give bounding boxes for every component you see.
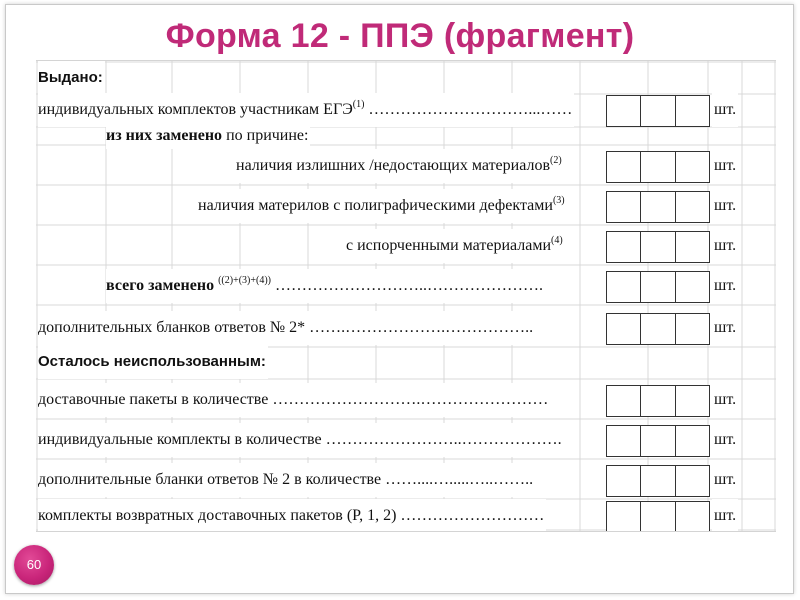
unit-label: шт.	[712, 93, 738, 127]
count-input-boxes[interactable]	[606, 271, 710, 303]
row-label: с испорченными материалами$^{(4)}$	[342, 229, 563, 263]
unit-label: шт.	[712, 383, 738, 417]
count-input-boxes[interactable]	[606, 191, 710, 223]
form-row-return-packets	[36, 499, 776, 532]
form-row-remaining-answer-sheets	[36, 463, 776, 497]
count-input-boxes[interactable]	[606, 385, 710, 417]
row-label: наличия излишних /недостающих материалов$^{(2)}$	[232, 149, 562, 183]
form-row-printing-defects	[36, 189, 776, 223]
slide-number-badge: 60	[14, 545, 54, 585]
count-input-boxes[interactable]	[606, 465, 710, 497]
form-row-total-replaced	[36, 269, 776, 303]
unit-label: шт.	[712, 463, 738, 497]
form-row-individual-kits	[36, 93, 776, 127]
row-label: комплекты возвратных доставочных пакетов (Р, 1, 2) ………………………	[38, 499, 546, 532]
issued-header-row	[36, 61, 776, 95]
unit-label: шт.	[712, 311, 738, 345]
form-row-extra-answer-sheets	[36, 311, 776, 345]
unit-label: шт.	[712, 269, 738, 303]
count-input-boxes[interactable]	[606, 425, 710, 457]
issued-header: Выдано:	[38, 61, 105, 95]
form-row-excess-missing	[36, 149, 776, 183]
row-label: доставочные пакеты в количестве ……………………….……………………	[38, 383, 550, 417]
count-input-boxes[interactable]	[606, 313, 710, 345]
row-label: дополнительных бланков ответов № 2* …….……………….……………..	[38, 311, 535, 345]
remaining-header: Осталось неиспользованным:	[38, 345, 268, 379]
unit-label: шт.	[712, 229, 738, 263]
form-fragment	[36, 60, 776, 532]
form-row-replaced-reason	[36, 123, 776, 149]
slide-title: Форма 12 - ППЭ (фрагмент)	[165, 17, 635, 55]
row-label: наличия материлов с полиграфическими дефектами$^{(3)}$	[194, 189, 565, 223]
form-row-spoiled	[36, 229, 776, 263]
unit-label: шт.	[712, 149, 738, 183]
row-label: из них заменено по причине:	[106, 123, 310, 149]
form-row-delivery-packets	[36, 383, 776, 417]
count-input-boxes[interactable]	[606, 501, 710, 532]
form-row-remaining-kits	[36, 423, 776, 457]
count-input-boxes[interactable]	[606, 231, 710, 263]
count-input-boxes[interactable]	[606, 151, 710, 183]
row-label: дополнительные бланки ответов № 2 в количестве ……....….....…..……..	[38, 463, 535, 497]
row-label: индивидуальные комплекты в количестве ……………………..……………….	[38, 423, 564, 457]
unit-label: шт.	[712, 189, 738, 223]
unit-label: шт.	[712, 423, 738, 457]
row-label: всего заменено $^{((2)+(3)+(4))}$ ………………………..………………….	[106, 269, 545, 303]
remaining-header-row	[36, 345, 776, 379]
unit-label: шт.	[712, 499, 738, 532]
row-label: индивидуальных комплектов участникам ЕГЭ$^{(1)}$ …………………………...……	[38, 93, 574, 127]
